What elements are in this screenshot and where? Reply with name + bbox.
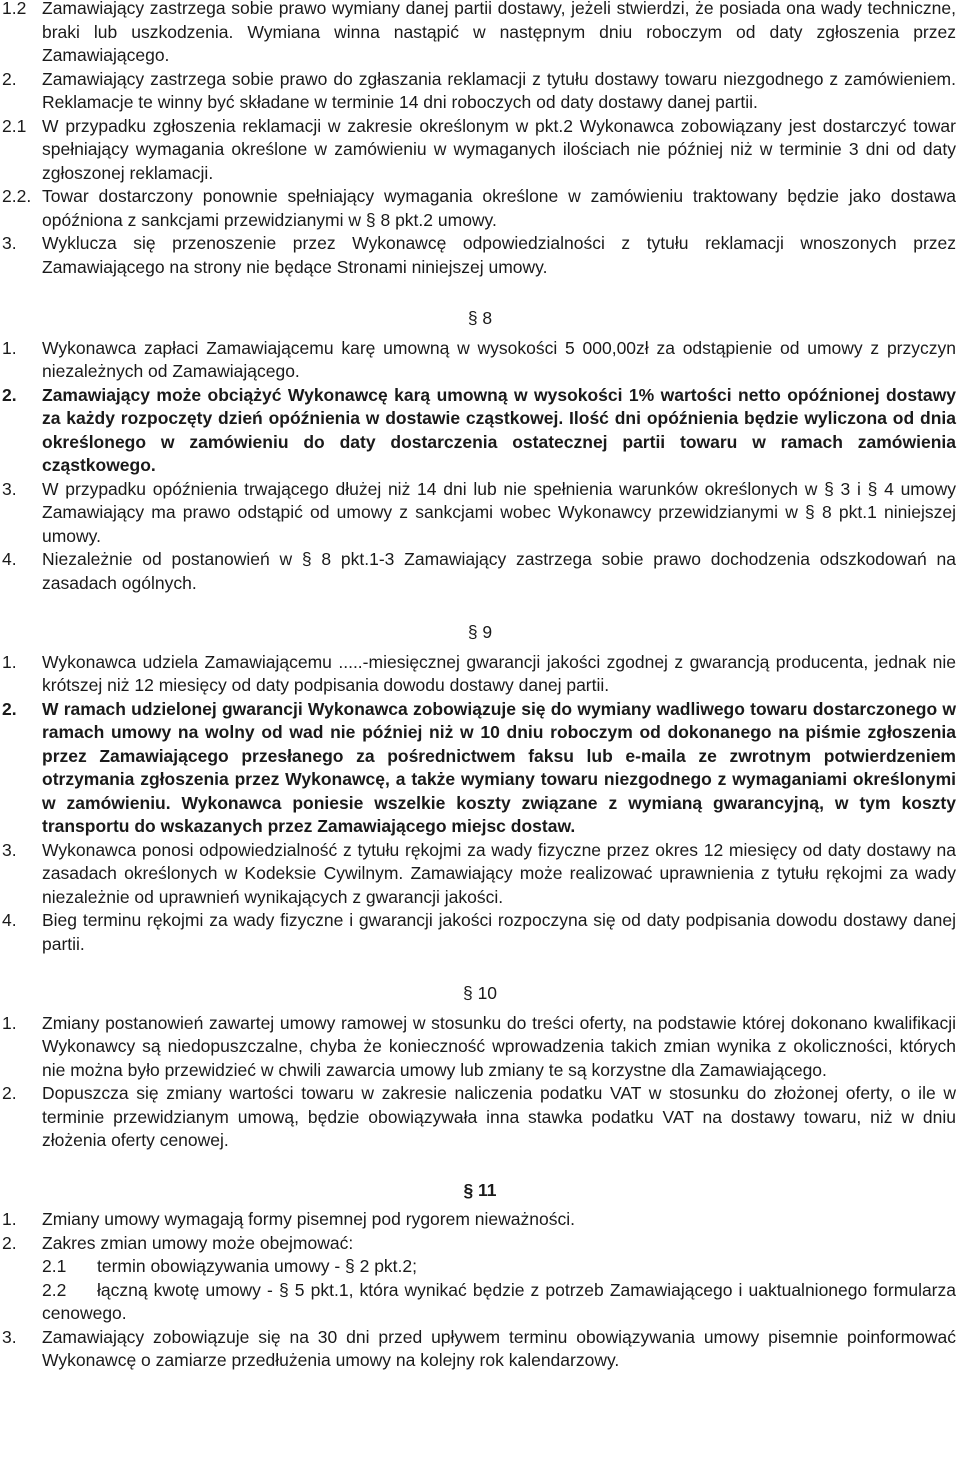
clause-number: 2.2	[42, 1279, 67, 1300]
clause-number: 3.	[2, 233, 17, 253]
clause-number: 2.1	[42, 1256, 67, 1276]
clause-number: 3.	[2, 478, 17, 499]
clause-number: 2.	[2, 1232, 17, 1253]
clause-11-2-2	[0, 1279, 960, 1326]
clause-10-2	[0, 1082, 960, 1153]
clause-text: Towar dostarczony ponownie spełniający wymagania określone w zamówieniu traktowany będzie jako dostawa opóźniona z sankcjami przewidzianymi w § 8 pkt.2 umowy.	[42, 186, 956, 230]
clause-10-1	[0, 1012, 960, 1083]
section-heading-8: § 8	[467, 308, 493, 328]
clause-text: Zmiany postanowień zawartej umowy ramowej w stosunku do treści oferty, na podstawie której dokonano kwalifikacji Wykonawcy są niedopuszczalne, chyba że konieczność wprowadzenia takich zmian wynika z okoliczności, których nie można było przewidzieć w chwili zawarcia umowy lub zmiany te są korzystne dla Zamawiającego.	[42, 1012, 956, 1080]
section-heading-10: § 10	[462, 983, 498, 1003]
clause-number: 2.	[2, 384, 17, 405]
clause-9-1	[0, 651, 960, 698]
clause-2-2	[0, 185, 960, 232]
clause-number: 2.	[2, 698, 17, 719]
clause-text: termin obowiązywania umowy - § 2 pkt.2;	[97, 1256, 417, 1276]
clause-text: Wykonawca udziela Zamawiającemu .....-miesięcznej gwarancji jakości zgodnej z gwarancją producenta, jednak nie krótszej niż 12 miesięcy od daty podpisania dowodu dostawy danej partii.	[42, 651, 956, 695]
clause-number: 3.	[2, 839, 17, 860]
clause-8-3	[0, 478, 960, 549]
section-heading-11: § 11	[463, 1179, 497, 1200]
clause-text: Zamawiający może obciążyć Wykonawcę karą umowną w wysokości 1% wartości netto opóźnionej dostawy za każdy rozpoczęty dzień opóźnienia w dostawie cząstkowej. Ilość dni opóźnienia będzie wyliczona od dnia określonego w zamówieniu do daty dostarczenia ostatecznej partii towaru w ramach zamówienia cząstkowego.	[42, 384, 956, 475]
clause-2	[0, 68, 960, 115]
clause-number: 1.	[2, 651, 17, 672]
clause-text: Wyklucza się przenoszenie przez Wykonawcę odpowiedzialności z tytułu reklamacji wnoszonych przez Zamawiającego na strony nie będące Stronami niniejszej umowy.	[42, 233, 956, 277]
clause-text: Zamawiający zastrzega sobie prawo do zgłaszania reklamacji z tytułu dostawy towaru niezgodnego z zamówieniem. Reklamacje te winny być składane w terminie 14 dni roboczych od daty dostawy danej partii.	[42, 68, 956, 112]
clause-number: 1.	[2, 337, 17, 358]
clause-text: Zamawiający zastrzega sobie prawo wymiany danej partii dostawy, jeżeli stwierdzi, że posiada ona wady techniczne, braki lub uszkodzenia. Wymiana winna nastąpić w następnym dniu roboczym od daty zgłoszenia przez Zamawiającego.	[42, 0, 956, 65]
clause-text: Niezależnie od postanowień w § 8 pkt.1-3 Zamawiający zastrzega sobie prawo dochodzenia odszkodowań na zasadach ogólnych.	[42, 549, 956, 593]
clause-8-4	[0, 548, 960, 595]
clause-1-2	[0, 0, 960, 68]
clause-11-2	[0, 1232, 960, 1256]
clause-number: 1.	[2, 1012, 17, 1033]
clause-text: W przypadku zgłoszenia reklamacji w zakresie określonym w pkt.2 Wykonawca zobowiązany jest dostarczyć towar spełniający wymagania określone w zamówieniu w wymaganych ilościach nie później niż w terminie 3 dni od daty zgłoszonej reklamacji.	[42, 115, 956, 183]
clause-number: 2.	[2, 1083, 17, 1103]
clause-text: Dopuszcza się zmiany wartości towaru w zakresie naliczenia podatku VAT w stosunku do złożonej oferty, o ile w terminie przewidzianym umową, będzie obowiązywała inna stawka podatku VAT na dostawy towaru, niż w dniu złożenia oferty cenowej.	[42, 1083, 956, 1150]
clause-text: łączną kwotę umowy - § 5 pkt.1, która wynikać będzie z potrzeb Zamawiającego i uaktualnionego formularza cenowego.	[42, 1279, 956, 1323]
clause-number: 2.	[2, 68, 17, 89]
clause-text: Wykonawca ponosi odpowiedzialność z tytułu rękojmi za wady fizyczne przez okres 12 miesięcy od daty dostawy na zasadach określonych w Kodeksie Cywilnym. Zamawiający może realizować uprawnienia z tytułu rękojmi za wady niezależnie od uprawnień wynikających z gwarancji jakości.	[42, 839, 956, 907]
clause-text: W przypadku opóźnienia trwającego dłużej niż 14 dni lub nie spełnienia warunków określonych w § 3 i § 4 umowy Zamawiający ma prawo odstąpić od umowy z sankcjami wobec Wykonawcy przewidzianymi w § 8 pkt.1 niniejszej umowy.	[42, 478, 956, 546]
clause-3	[0, 232, 960, 279]
clause-9-2	[0, 698, 960, 839]
clause-number: 4.	[2, 910, 17, 930]
clause-9-3	[0, 839, 960, 910]
clause-11-1	[0, 1208, 960, 1232]
clause-2-1	[0, 115, 960, 186]
clause-number: 2.1	[2, 115, 27, 136]
clause-number: 1.	[2, 1209, 17, 1229]
clause-number: 4.	[2, 549, 17, 569]
clause-9-4	[0, 909, 960, 956]
clause-text: Zamawiający zobowiązuje się na 30 dni przed upływem terminu obowiązywania umowy pisemnie poinformować Wykonawcę o zamiarze przedłużenia umowy na kolejny rok kalendarzowy.	[42, 1326, 956, 1370]
clause-11-2-1	[0, 1255, 960, 1279]
clause-11-3	[0, 1326, 960, 1373]
clause-text: W ramach udzielonej gwarancji Wykonawca zobowiązuje się do wymiany wadliwego towaru dostarczonego w ramach umowy na wolny od wad nie później niż w 10 dniu roboczym od dokonanego na piśmie zgłoszenia przez Zamawiającego przesłanego za pośrednictwem faksu lub e-maila ze zwrotnym potwierdzeniem otrzymania zgłoszenia przez Wykonawcę, a także wymiany towaru niezgodnego z wymaganiami określonymi w zamówieniu. Wykonawca poniesie wszelkie koszty związane z wymianą gwarancyjną, w tym koszty transportu do wskazanych przez Zamawiającego miejsc dostaw.	[42, 698, 956, 836]
clause-number: 1.2	[2, 0, 27, 18]
clause-number: 3.	[2, 1326, 17, 1347]
clause-text: Zmiany umowy wymagają formy pisemnej pod rygorem nieważności.	[42, 1209, 575, 1229]
clause-8-1	[0, 337, 960, 384]
clause-text: Wykonawca zapłaci Zamawiającemu karę umowną w wysokości 5 000,00zł za odstąpienie od umowy z przyczyn niezależnych od Zamawiającego.	[42, 337, 956, 381]
section-heading-9: § 9	[467, 622, 493, 642]
clause-8-2	[0, 384, 960, 478]
clause-text: Zakres zmian umowy może obejmować:	[42, 1232, 354, 1253]
clause-text: Bieg terminu rękojmi za wady fizyczne i gwarancji jakości rozpoczyna się od daty podpisania dowodu dostawy danej partii.	[42, 910, 956, 954]
clause-number: 2.2.	[2, 186, 32, 206]
